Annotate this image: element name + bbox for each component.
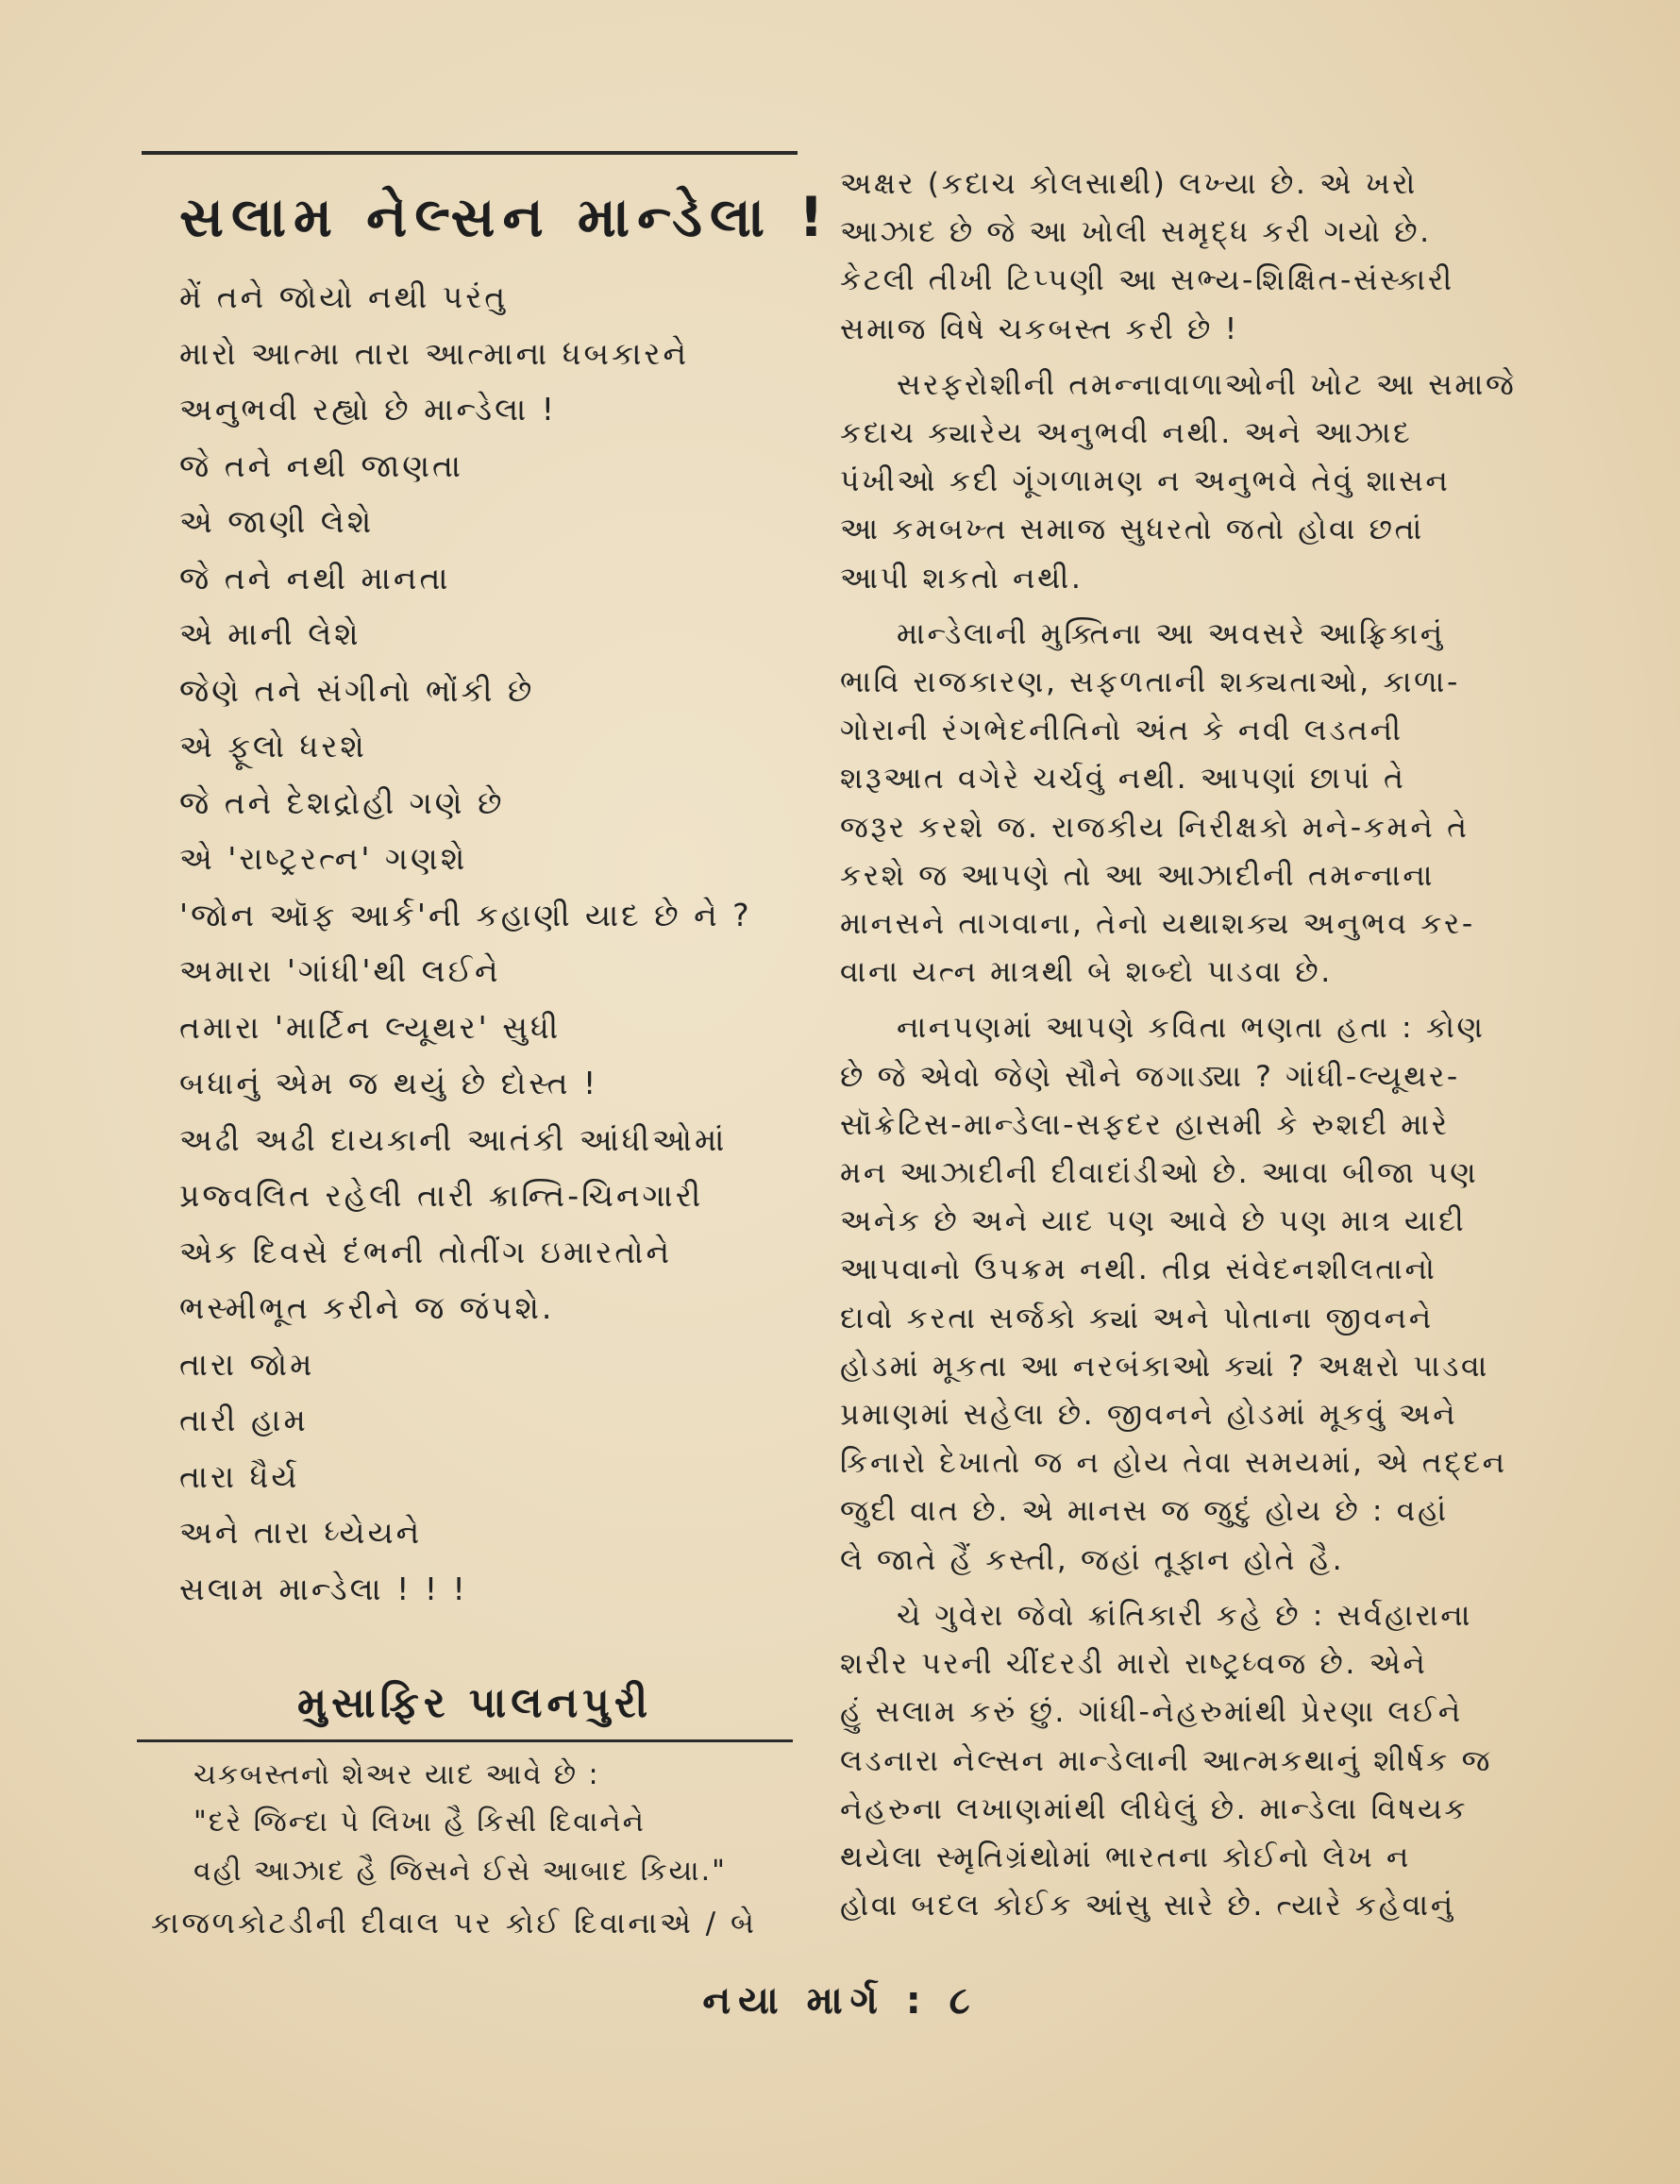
article-line: કેટલી તીખી ટિપ્પણી આ સભ્ય-શિક્ષિત-સંસ્કારી [840,263,1454,298]
poem-line: તારા જોમ [179,1345,315,1383]
article-line: જુદી વાત છે. એ માનસ જ જુદું હોય છે : વહાં [840,1494,1449,1529]
article-line: માનસને તાગવાના, તેનો યથાશક્ય અનુભવ કર- [840,907,1475,942]
article-line: નેહરુના લખાણમાંથી લીધેલું છે. માન્ડેલા વિષયક [840,1791,1469,1826]
poem-line: અનુભવી રહ્યો છે માન્ડેલા ! [179,391,557,428]
article-line: લડનારા નેલ્સન માન્ડેલાની આત્મકથાનું શીર્ષક જ [840,1743,1493,1778]
article-line: સૉક્રેટિસ-માન્ડેલા-સફદર હાસમી કે રુશદી મારે [840,1107,1450,1142]
article-line: શરીર પરની ચીંદરડી મારો રાષ્ટ્રધ્વજ છે. એને [840,1647,1428,1682]
article-line: હોવા બદલ કોઈક આંસુ સારે છે. ત્યારે કહેવાનું [840,1889,1455,1924]
article-line: છે જે એવો જેણે સૌને જગાડ્યા ? ગાંધી-લ્યૂથર- [840,1059,1460,1094]
poem-line: તારી હામ [179,1402,309,1438]
poem-line: અમારા 'ગાંધી'થી લઈને [179,952,501,989]
article-line: ચે ગુવેરા જેવો ક્રાંતિકારી કહે છે : સર્વહારાના [897,1598,1473,1633]
article-line: હોડમાં મૂકતા આ નરબંકાઓ ક્યાં ? અક્ષરો પાડવા [840,1349,1489,1384]
article-line: લે જાતે હૈં કસ્તી, જહાં તૂફાન હોતે હૈ. [840,1542,1345,1577]
poem-line: એ ફૂલો ધરશે [179,728,367,764]
poem-line: તમારા 'માર્ટિન લ્યૂથર' સુધી [179,1008,562,1046]
poem-line: તારા ધૈર્ય [179,1457,300,1495]
article-line: સરફરોશીની તમન્નાવાળાઓની ખોટ આ સમાજે [897,367,1517,402]
poem-line: મેં તને જોયો નથી પરંતુ [179,278,509,315]
article-line: હું સલામ કરું છું. ગાંધી-નેહરુમાંથી પ્રેરણા લઈને [840,1695,1463,1730]
poem-line: એ 'રાષ્ટ્રરત્ન' ગણશે [179,840,468,877]
shayari-quote [193,1798,798,1896]
article-line: આ કમબખ્ત સમાજ સુધરતો જતો હોવા છતાં [840,512,1424,547]
poem-line: પ્રજ્વલિત રહેલી તારી ક્રાન્તિ-ચિનગારી [179,1177,704,1214]
poem-line: એક દિવસે દંભની તોતીંગ ઇમારતોને [179,1233,673,1270]
poem-line: સલામ માન્ડેલા ! ! ! [179,1570,468,1607]
quote-intro: ચકબસ્તનો શેઅર યાદ આવે છે : [193,1758,600,1791]
section-rule [137,1739,793,1742]
article-line: દાવો કરતા સર્જકો ક્યાં અને પોતાના જીવનને [840,1301,1434,1336]
poem [179,269,802,1617]
article-line: માન્ડેલાની મુક્તિના આ અવસરે આફ્રિકાનું [897,616,1445,651]
article-line: અનેક છે અને યાદ પણ આવે છે પણ માત્ર યાદી [840,1204,1467,1239]
article-line: સમાજ વિષે ચકબસ્ત કરી છે ! [840,311,1239,346]
poem-line: અને તારા ધ્યેયને [179,1514,423,1551]
poem-line: બધાનું એમ જ થયું છે દોસ્ત ! [179,1065,599,1101]
article-line: વાના યત્ન માત્રથી બે શબ્દો પાડવા છે. [840,955,1333,990]
poem-line: જે તને દેશદ્રોહી ગણે છે [179,783,505,821]
article-line: ભાવિ રાજકારણ, સફળતાની શક્યતાઓ, કાળા- [840,665,1460,700]
poem-line: જેણે તને સંગીનો ભોંકી છે [179,671,535,709]
top-rule [142,151,798,155]
article-line: અક્ષર (કદાચ કોલસાથી) લખ્યા છે. એ ખરો [840,167,1418,201]
poem-line: એ માની લેશે [179,615,361,652]
article-line: કરશે જ આપણે તો આ આઝાદીની તમન્નાના [840,858,1436,893]
page-footer: નયા માર્ગ : ૮ [702,1979,978,2023]
poem-line: 'જોન ઑફ આર્ક'ની કહાણી યાદ છે ને ? [179,896,752,933]
poem-line: અઢી અઢી દાયકાની આતંકી આંધીઓમાં [179,1120,728,1158]
article-column [840,160,1517,1930]
article-line: આપી શકતો નથી. [840,561,1084,596]
article-text-start: કાજળકોટડીની દીવાલ પર કોઈ દિવાનાએ / બે [151,1907,757,1940]
quote-line: વહી આઝાદ હૈ જિસને ઈસે આબાદ કિયા." [193,1855,727,1888]
article-line: કદાચ ક્યારેય અનુભવી નથી. અને આઝાદ [840,416,1413,451]
article-line: મન આઝાદીની દીવાદાંડીઓ છે. આવા બીજા પણ [840,1156,1479,1191]
poem-line: એ જાણી લેશે [179,503,375,540]
poem-author: મુસાફિર પાલનપુરી [297,1679,653,1727]
article-line: પંખીઓ કદી ગૂંગળામણ ન અનુભવે તેવું શાસન [840,464,1451,499]
quote-line: "દરે જિન્દા પે લિખા હૈ કિસી દિવાનેને [193,1806,647,1839]
article-line: આપવાનો ઉપક્રમ નથી. તીવ્ર સંવેદનશીલતાનો [840,1252,1437,1287]
article-line: પ્રમાણમાં સહેલા છે. જીવનને હોડમાં મૂકવું અને [840,1398,1458,1433]
article-line: આઝાદ છે જે આ ખોલી સમૃદ્ધ કરી ગયો છે. [840,215,1432,250]
poem-line: ભસ્મીભૂત કરીને જ જંપશે. [179,1289,555,1326]
article-line: નાનપણમાં આપણે કવિતા ભણતા હતા : કોણ [897,1011,1486,1046]
poem-line: જે તને નથી માનતા [179,559,451,596]
article-line: ગોરાની રંગભેદનીતિનો અંત કે નવી લડતની [840,714,1403,748]
article-line: થયેલા સ્મૃતિગ્રંથોમાં ભારતના કોઈનો લેખ ન [840,1840,1412,1874]
poem-line: જે તને નથી જાણતા [179,446,464,484]
article-line: જરૂર કરશે જ. રાજકીય નિરીક્ષકો મને-કમને તે [840,810,1470,845]
article-line: કિનારો દેખાતો જ ન હોય તેવા સમયમાં, એ તદ્દન [840,1446,1507,1481]
poem-line: મારો આત્મા તારા આત્માના ધબકારને [179,334,690,372]
article-line: શરૂઆત વગેરે ચર્ચવું નથી. આપણાં છાપાં તે [840,762,1406,797]
poem-title: સલામ નેલ્સન માન્ડેલા ! [179,185,832,249]
